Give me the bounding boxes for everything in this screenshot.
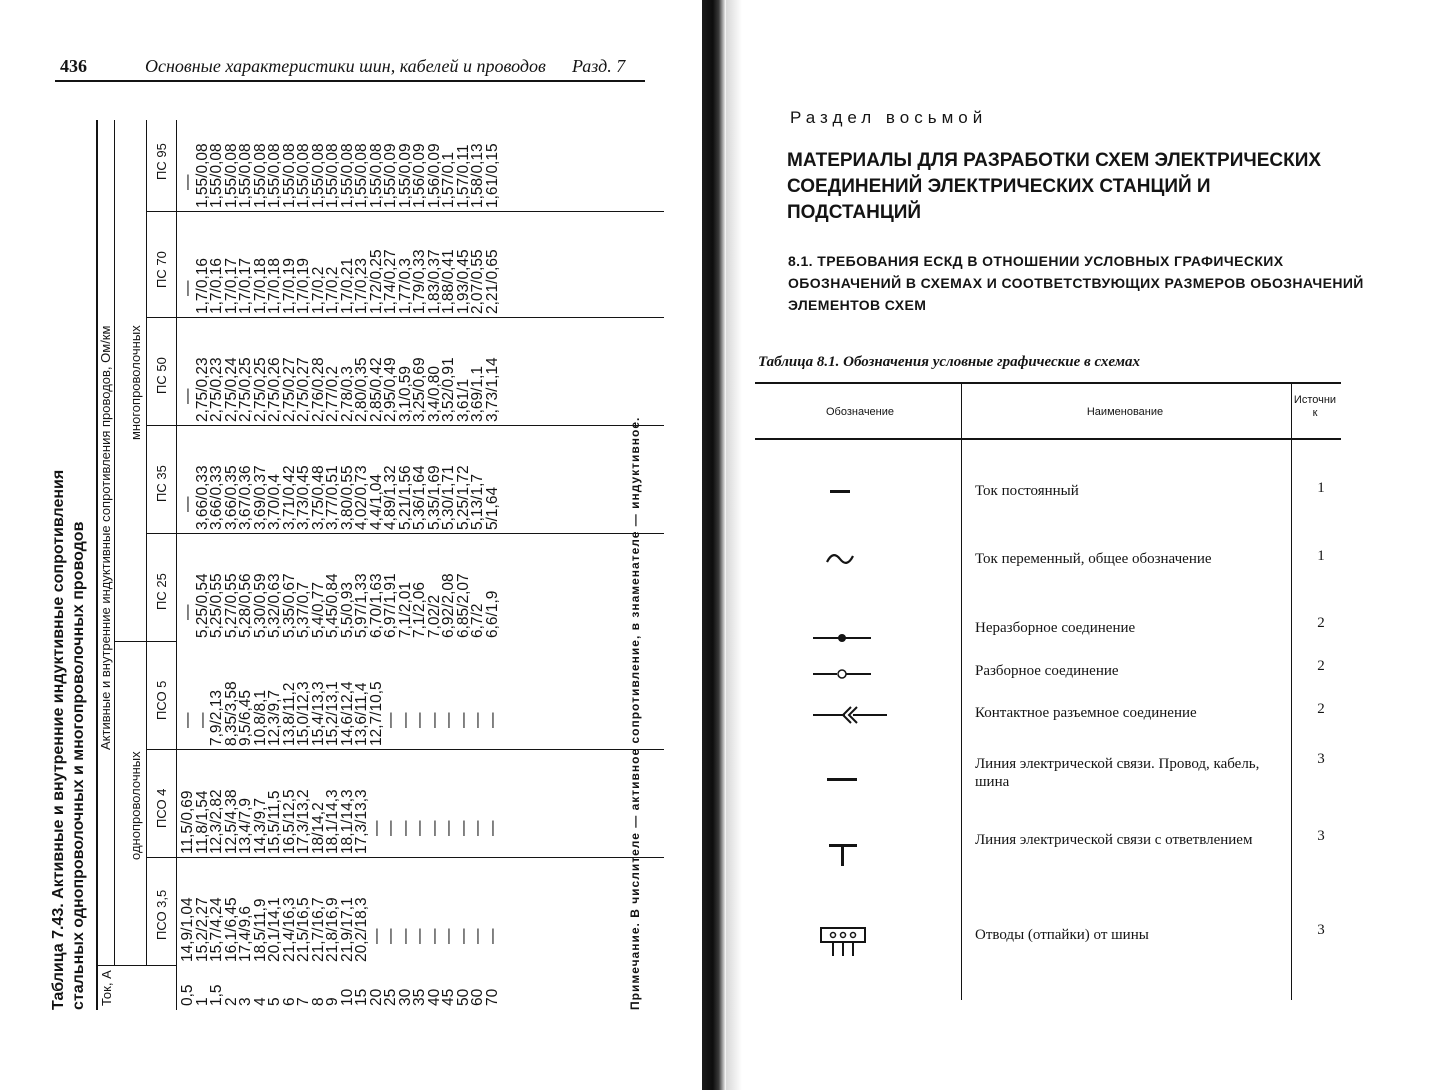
row-source-wire-line: 3 <box>1317 751 1325 767</box>
table-cell: — <box>454 928 472 944</box>
row-name-plug-socket: Контактное разъемное соединение <box>975 705 1197 721</box>
table-cell: 6,70/1,63 <box>367 573 385 638</box>
table-cell: 15,0/12,3 <box>295 681 312 746</box>
current-value: 60 <box>469 988 486 1006</box>
col-divider-source <box>1291 384 1292 1000</box>
table-cell: 5,13/1,7 <box>469 473 486 530</box>
table-cell: 1,7/0,16 <box>193 257 211 314</box>
right-page <box>745 0 1437 1090</box>
table-cell: — <box>411 712 428 728</box>
table-cell: 1,7/0,21 <box>338 257 356 314</box>
table-cell: 7,02/2 <box>425 594 443 638</box>
table-cell: 17,3/13,3 <box>353 789 370 854</box>
row-name-permanent-joint: Неразборное соединение <box>975 620 1136 636</box>
current-value: 25 <box>382 988 399 1006</box>
table-cell: — <box>179 604 196 620</box>
table-cell: 21,8/16,9 <box>324 897 341 962</box>
current-value: 35 <box>411 988 428 1006</box>
table-cell: 1,61/0,15 <box>483 143 501 208</box>
table-cell: 16,1/6,45 <box>222 897 240 962</box>
table-cell: 20,1/14,1 <box>266 897 283 962</box>
table-cell: 1,55/0,09 <box>396 143 414 208</box>
table-cell: — <box>396 928 414 944</box>
table-cell: — <box>179 388 196 404</box>
plug-socket-symbol-icon <box>811 704 889 726</box>
table-cell: 15,2/13,1 <box>324 681 341 746</box>
current-value: 15 <box>353 988 370 1006</box>
table-cell: 1,93/0,45 <box>454 249 472 314</box>
col-header-pso35: ПСО 3,5 <box>154 889 169 940</box>
table-cell: 5,25/0,54 <box>193 573 211 638</box>
table-cell: — <box>454 712 472 728</box>
table-cell: — <box>367 928 385 944</box>
table-cell: 5,28/0,56 <box>237 573 254 638</box>
table-cell: — <box>469 712 486 728</box>
table-cell: 5,27/0,55 <box>222 573 240 638</box>
table-cell: 1,55/0,08 <box>266 143 283 208</box>
header-single-wire: однопроволочных <box>128 751 143 860</box>
table-cell: 2,07/0,55 <box>469 249 486 314</box>
table-cell: 2,77/0,2 <box>324 365 341 422</box>
row-source-detachable-joint: 2 <box>1317 658 1325 674</box>
current-value: 1,5 <box>208 984 225 1006</box>
table-cell: 1,55/0,08 <box>353 143 370 208</box>
group-header-rule <box>114 120 115 966</box>
table-cell: 1,77/0,3 <box>396 257 414 314</box>
table-cell: 21,9/17,1 <box>338 897 356 962</box>
table-cell: 1,57/0,11 <box>454 144 472 208</box>
table-cell: — <box>483 928 501 944</box>
table-cell: 1,55/0,08 <box>208 143 225 208</box>
table-cell: — <box>483 712 501 728</box>
row-source-plug-socket: 2 <box>1317 701 1325 717</box>
table-cell: 1,7/0,2 <box>324 266 341 314</box>
ac-current-symbol-icon <box>823 546 859 572</box>
detachable-joint-symbol-icon <box>811 664 873 684</box>
current-value: 8 <box>309 997 327 1006</box>
table-cell: 3,1/0,59 <box>396 365 414 422</box>
table-cell: — <box>440 820 457 836</box>
col-divider-symbol <box>961 384 962 1000</box>
table-cell: 4,89/1,32 <box>382 465 399 530</box>
table-cell: 13,4/7,9 <box>237 797 254 854</box>
table-cell: 15,4/13,3 <box>309 681 327 746</box>
table-caption: Таблица 8.1. Обозначения условные графические в схемах <box>758 354 1140 370</box>
col-divider-5 <box>146 425 664 426</box>
table-cell: 3,73/0,45 <box>295 465 312 530</box>
table-cell: 2,75/0,25 <box>237 357 254 422</box>
table-cell: 1,55/0,08 <box>251 143 269 208</box>
table-cell: — <box>425 820 443 836</box>
current-value: 3 <box>237 997 254 1006</box>
col-divider-2 <box>146 749 664 750</box>
single-multi-divider <box>114 641 176 642</box>
current-value: 9 <box>324 997 341 1006</box>
table-cell: 5,25/0,55 <box>208 573 225 638</box>
table-caption-line1: Таблица 7.43. Активные и внутренние индуктивные сопротивления <box>50 469 67 1010</box>
table-cell: 1,56/0,09 <box>411 143 428 208</box>
table-cell: 11,5/0,69 <box>179 790 196 854</box>
table-cell: 5,37/0,7 <box>295 581 312 638</box>
table-cell: — <box>411 820 428 836</box>
col-divider-7 <box>146 211 664 212</box>
table-cell: 1,55/0,09 <box>382 143 399 208</box>
branch-line-symbol-icon <box>827 838 859 868</box>
row-name-wire-line: Линия электрической связи. Провод, кабель, шина <box>975 756 1260 790</box>
table-cell: 2,75/0,24 <box>222 357 240 422</box>
table-cell: 12,3/2,82 <box>208 789 225 854</box>
row-name-dc-current: Ток постоянный <box>975 483 1079 499</box>
col-divider-4 <box>146 533 664 534</box>
header-symbol: Обозначение <box>825 406 895 418</box>
page-number: 436 <box>60 56 87 76</box>
table-cell: 1,7/0,18 <box>266 257 283 314</box>
table-cell: 14,6/12,4 <box>338 681 356 746</box>
table-cell: 18,1/14,3 <box>338 789 356 854</box>
table-cell: 5/1,64 <box>483 486 501 530</box>
row-source-busbar-taps: 3 <box>1317 922 1325 938</box>
table-cell: 20,2/18,3 <box>353 897 370 962</box>
spine-shadow <box>726 0 742 1090</box>
table-cell: 1,55/0,08 <box>338 143 356 208</box>
table-cell: 3,71/0,42 <box>280 465 298 530</box>
table-cell: — <box>469 928 486 944</box>
current-value: 30 <box>396 988 414 1006</box>
table-cell: 17,3/13,2 <box>295 789 312 854</box>
col-header-pso4: ПСО 4 <box>154 788 169 828</box>
row-source-branch-line: 3 <box>1317 828 1325 844</box>
col-header-ps35: ПС 35 <box>154 465 169 502</box>
busbar-taps-symbol-icon <box>819 924 869 958</box>
table-cell: 15,7/4,24 <box>208 897 225 962</box>
table-cell: 3,69/0,37 <box>251 465 269 530</box>
table-cell: — <box>396 820 414 836</box>
table-cell: — <box>382 712 399 728</box>
table-cell: 2,75/0,26 <box>266 357 283 422</box>
table-cell: 3,77/0,51 <box>324 465 341 530</box>
table-cell: 1,55/0,08 <box>309 143 327 208</box>
table-cell: 7,1/2,06 <box>411 581 428 638</box>
table-cell: 17,4/9,6 <box>237 905 254 962</box>
table-cell: 3,66/0,33 <box>208 465 225 530</box>
row-name-detachable-joint: Разборное соединение <box>975 663 1119 679</box>
table-cell: 8,35/3,58 <box>222 681 240 746</box>
table-cell: 21,7/16,7 <box>309 897 327 962</box>
table-cell: 2,75/0,27 <box>280 357 298 422</box>
table-cell: 1,7/0,18 <box>251 257 269 314</box>
table-cell: 1,58/0,13 <box>469 143 486 208</box>
table-cell: — <box>382 928 399 944</box>
table-cell: 1,7/0,19 <box>295 257 312 314</box>
permanent-joint-symbol-icon <box>811 628 873 648</box>
table-cell: 4,02/0,73 <box>353 465 370 530</box>
table-cell: — <box>425 712 443 728</box>
table-cell: 5,5/0,93 <box>338 581 356 638</box>
table-cell: 2,75/0,25 <box>251 357 269 422</box>
table-cell: 3,80/0,55 <box>338 465 356 530</box>
current-value: 2 <box>222 997 240 1006</box>
table-cell: 12,3/9,7 <box>266 689 283 746</box>
table-top-rule <box>755 382 1341 384</box>
table-cell: 11,8/1,54 <box>193 790 211 854</box>
table-cell: — <box>440 712 457 728</box>
table-cell: 3,61/1 <box>454 378 472 422</box>
table-cell: — <box>440 928 457 944</box>
table-cell: 5,4/0,77 <box>309 581 327 638</box>
table-cell: 6,6/1,9 <box>483 590 501 638</box>
current-value: 0,5 <box>179 984 196 1006</box>
current-value: 10 <box>338 988 356 1006</box>
table-cell: 1,56/0,09 <box>425 143 443 208</box>
table-cell: 14,3/9,7 <box>251 797 269 854</box>
left-page <box>0 0 705 1090</box>
row-name-branch-line: Линия электрической связи с ответвлением <box>975 832 1253 848</box>
table-cell: 12,7/10,5 <box>367 681 385 746</box>
chapter-title: МАТЕРИАЛЫ ДЛЯ РАЗРАБОТКИ СХЕМ ЭЛЕКТРИЧЕСКИХ СОЕДИНЕНИЙ ЭЛЕКТРИЧЕСКИХ СТАНЦИЙ И ПОДСТАНЦИЙ <box>787 150 1322 223</box>
header-rule <box>55 80 645 82</box>
table-cell: 21,5/16,5 <box>295 897 312 962</box>
table-cell: — <box>367 820 385 836</box>
row-source-permanent-joint: 2 <box>1317 615 1325 631</box>
table-cell: 5,21/1,56 <box>396 465 414 530</box>
current-value: 70 <box>483 988 501 1006</box>
table-cell: 5,35/1,69 <box>425 465 443 530</box>
table-cell: 13,8/11,2 <box>280 682 298 746</box>
header-tok: Ток, А <box>99 970 114 1006</box>
running-title: Основные характеристики шин, кабелей и проводов <box>145 56 546 76</box>
subsection-title: 8.1. ТРЕБОВАНИЯ ЕСКД В ОТНОШЕНИИ УСЛОВНЫХ ГРАФИЧЕСКИХ ОБОЗНАЧЕНИЙ В СХЕМАХ И СООТВЕТСТВУЮЩИХ РАЗМЕРОВ ОБОЗНАЧЕНИЙ ЭЛЕМЕНТОВ СХЕМ <box>788 253 1364 313</box>
table-cell: 1,72/0,25 <box>367 249 385 314</box>
table-cell: 3,25/0,69 <box>411 357 428 422</box>
table-cell: 2,21/0,65 <box>483 249 501 314</box>
row-source-ac-current: 1 <box>1317 548 1325 564</box>
table-cell: 1,7/0,17 <box>237 257 254 314</box>
table-cell: — <box>179 174 196 190</box>
table-cell: 6,92/2,08 <box>440 573 457 638</box>
table-cell: 1,7/0,23 <box>353 257 370 314</box>
table-header-rule <box>755 438 1341 440</box>
col-header-pso5: ПСО 5 <box>154 680 169 720</box>
table-cell: — <box>454 820 472 836</box>
table-cell: 3,66/0,33 <box>193 465 211 530</box>
table-cell: 1,55/0,08 <box>367 143 385 208</box>
table-cell: 5,30/0,59 <box>251 573 269 638</box>
header-name: Наименование <box>1086 406 1164 418</box>
table-cell: 5,30/1,71 <box>440 465 457 530</box>
table-cell: 14,9/1,04 <box>179 897 196 962</box>
table-cell: — <box>193 712 211 728</box>
col-header-ps50: ПС 50 <box>154 357 169 394</box>
current-value: 6 <box>280 997 298 1006</box>
col-header-ps95: ПС 95 <box>154 143 169 180</box>
table-caption-line2: стальных однопроволочных и многопроволочных проводов <box>70 521 87 1010</box>
table-cell: — <box>179 280 196 296</box>
book-spine <box>702 0 726 1090</box>
table-cell: 4,4/1,04 <box>367 473 385 530</box>
subgroup-header-rule <box>146 120 147 966</box>
rotated-resistance-table <box>48 110 648 1010</box>
table-cell: 1,79/0,33 <box>411 249 428 314</box>
current-value: 50 <box>454 988 472 1006</box>
table-cell: 5,32/0,63 <box>266 573 283 638</box>
table-cell: 1,74/0,27 <box>382 249 399 314</box>
table-cell: 10,8/8,1 <box>251 689 269 746</box>
header-source: Источник <box>1293 394 1337 419</box>
table-cell: 3,4/0,80 <box>425 365 443 422</box>
table-cell: 6,97/1,91 <box>382 573 399 638</box>
table-cell: — <box>179 712 196 728</box>
table-cell: 1,7/0,2 <box>309 266 327 314</box>
table-cell: 1,7/0,16 <box>208 257 225 314</box>
table-cell: 3,69/1,1 <box>469 365 486 422</box>
table-cell: 12,5/4,38 <box>222 789 240 854</box>
table-cell: 1,57/0,1 <box>440 151 457 208</box>
table-cell: 5,25/1,72 <box>454 465 472 530</box>
table-cell: 13,6/11,4 <box>353 682 370 746</box>
table-cell: — <box>425 928 443 944</box>
tok-column-divider <box>96 965 176 966</box>
section-label: Раздел восьмой <box>790 108 988 127</box>
table-cell: — <box>382 820 399 836</box>
table-cell: 3,66/0,35 <box>222 465 240 530</box>
table-cell: 2,75/0,23 <box>193 357 211 422</box>
table-cell: 18/14,2 <box>309 802 327 854</box>
table-cell: 2,78/0,3 <box>338 365 356 422</box>
table-cell: 2,85/0,42 <box>367 357 385 422</box>
table-cell: 2,75/0,27 <box>295 357 312 422</box>
table-cell: — <box>411 928 428 944</box>
table-cell: 6,7/2 <box>469 603 486 638</box>
row-source-dc-current: 1 <box>1317 480 1325 496</box>
table-cell: 2,95/0,49 <box>382 357 399 422</box>
table-cell: 5,35/0,67 <box>280 573 298 638</box>
table-cell: 1,55/0,08 <box>324 143 341 208</box>
table-cell: 2,80/0,35 <box>353 357 370 422</box>
header-group: Активные и внутренние индуктивные сопротивления проводов, Ом/км <box>98 325 113 750</box>
current-value: 4 <box>251 997 269 1006</box>
col-header-ps70: ПС 70 <box>154 251 169 288</box>
table-cell: 1,7/0,17 <box>222 257 240 314</box>
table-cell: 5,97/1,33 <box>353 573 370 638</box>
current-value: 40 <box>425 988 443 1006</box>
table-cell: 1,55/0,08 <box>280 143 298 208</box>
table-note: Примечание. В числителе — активное сопротивление, в знаменателе — индуктивное. <box>628 416 642 1010</box>
table-cell: 1,55/0,08 <box>222 143 240 208</box>
current-value: 20 <box>367 988 385 1006</box>
table-cell: 1,55/0,08 <box>237 143 254 208</box>
header-multi-wire: многопроволочных <box>128 325 143 440</box>
table-cell: 9,5/6,45 <box>237 689 254 746</box>
table-cell: 18,1/14,3 <box>324 789 341 854</box>
table-cell: 21,4/16,3 <box>280 897 298 962</box>
row-name-busbar-taps: Отводы (отпайки) от шины <box>975 927 1149 943</box>
table-cell: 1,7/0,19 <box>280 257 298 314</box>
table-cell: 1,55/0,08 <box>193 143 211 208</box>
table-cell: — <box>469 820 486 836</box>
table-cell: 15,2/2,27 <box>193 897 211 962</box>
table-cell: 16,5/12,5 <box>280 789 298 854</box>
table-cell: 7,1/2,01 <box>396 581 414 638</box>
current-value: 7 <box>295 997 312 1006</box>
current-value: 5 <box>266 997 283 1006</box>
table-cell: 3,67/0,36 <box>237 465 254 530</box>
table-cell: — <box>396 712 414 728</box>
table-cell: 15,5/11,5 <box>266 790 283 854</box>
row-name-ac-current: Ток переменный, общее обозначение <box>975 551 1212 567</box>
table-cell: — <box>483 820 501 836</box>
table-cell: 3,52/0,91 <box>440 357 457 422</box>
table-cell: 3,73/1,14 <box>483 357 501 422</box>
current-value: 1 <box>193 997 211 1006</box>
table-cell: 2,76/0,28 <box>309 357 327 422</box>
dc-current-symbol-icon <box>825 482 855 502</box>
table-cell: 6,85/2,07 <box>454 573 472 638</box>
col-divider-6 <box>146 317 664 318</box>
section-reference: Разд. 7 <box>572 56 626 76</box>
table-cell: 18,5/11,9 <box>251 898 269 962</box>
table-cell: 7,9/2,13 <box>208 689 225 746</box>
table-cell: 5,45/0,84 <box>324 573 341 638</box>
table-cell: 3,70/0,4 <box>266 473 283 530</box>
current-value: 45 <box>440 988 457 1006</box>
table-cell: 1,88/0,41 <box>440 249 457 314</box>
table-cell: 1,55/0,08 <box>295 143 312 208</box>
table-cell: 3,75/0,48 <box>309 465 327 530</box>
table-cell: 2,75/0,23 <box>208 357 225 422</box>
table-header-rule <box>176 120 177 1010</box>
wire-line-symbol-icon <box>825 772 861 788</box>
table-cell: 1,83/0,37 <box>425 249 443 314</box>
table-cell: — <box>179 496 196 512</box>
table-cell: 5,36/1,64 <box>411 465 428 530</box>
col-header-ps25: ПС 25 <box>154 573 169 610</box>
col-divider-1 <box>146 857 664 858</box>
